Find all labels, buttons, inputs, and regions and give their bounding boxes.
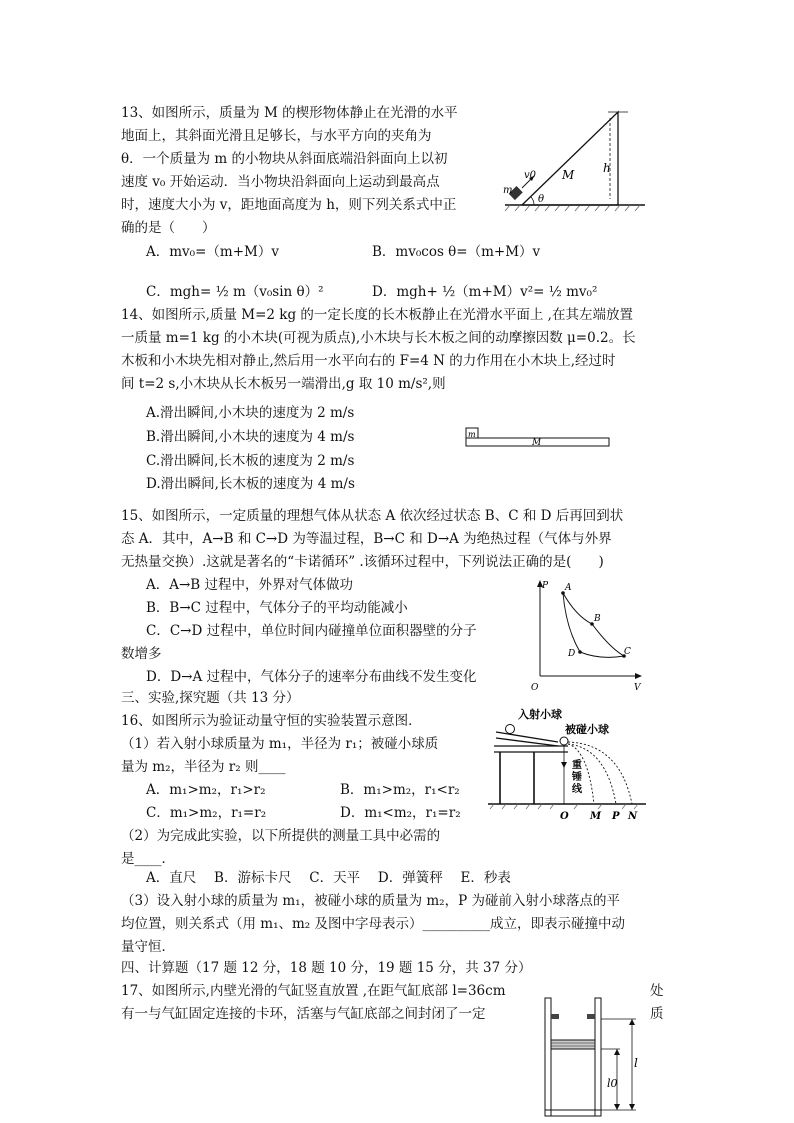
q16-stem: 16、如图所示为验证动量守恒的实验装置示意图． (121, 713, 422, 729)
q16-option-b: B．m₁>m₂，r₁<r₂ (340, 782, 460, 798)
q16-part3-line1: （3）设入射小球的质量为 m₁，被碰小球的质量为 m₂，P 为碰前入射小球落点的平 (121, 893, 620, 909)
point-P-label: P (612, 811, 620, 822)
q13-line-3: θ．一个质量为 m 的小物块从斜面底端沿斜面向上以初 (121, 151, 448, 167)
cylinder-figure (540, 994, 640, 1120)
q15-option-c: C．C→D 过程中，单位时间内碰撞单位面积器壁的分子 (146, 623, 477, 639)
plumb-label-3: 线 (572, 784, 582, 795)
board-figure (464, 424, 614, 450)
pv-origin-label: O (531, 683, 539, 693)
q16-part3-line3: 量守恒． (121, 939, 175, 955)
q16-option-c: C．m₁>m₂，r₁=r₂ (146, 805, 267, 821)
block-m-label: m (503, 185, 513, 196)
state-B-label: B (594, 614, 601, 624)
point-M-label: M (590, 811, 602, 822)
state-A-label: A (565, 583, 572, 593)
q14-line-2: 一质量 m=1 kg 的小木块(可视为质点),小木块与长木板之间的动摩擦因数 μ=0.2。长 (121, 330, 636, 346)
q16-part3-line2: 均位置，则关系式（用 m₁、m₂ 及图中字母表示）__________成立，即表示碰撞中动 (121, 916, 626, 932)
cylinder-l0-label: l0 (607, 1077, 618, 1090)
point-N-label: N (628, 811, 638, 822)
q15-line-2: 态 A．其中，A→B 和 C→D 为等温过程，B→C 和 D→A 为绝热过程（气体与外界 (121, 531, 612, 547)
point-O-label: O (560, 811, 569, 822)
q13-option-d: D．mgh+ ½（m+M）v²= ½ mv₀² (372, 284, 598, 300)
pv-v-axis-label: V (634, 683, 641, 693)
wedge-theta-label: θ (538, 194, 545, 205)
q17-line-2: 有一与气缸固定连接的卡环，活塞与气缸底部之间封闭了一定 (121, 1006, 486, 1022)
q14-option-d: D.滑出瞬间,长木板的速度为 4 m/s (146, 476, 355, 492)
plumb-label-1: 重 (572, 760, 582, 771)
plumb-label-2: 锤 (572, 772, 582, 783)
q13-line-4: 速度 v₀ 开始运动．当小物块沿斜面向上运动到最高点 (121, 174, 440, 190)
q14-option-b: B.滑出瞬间,小木块的速度为 4 m/s (146, 429, 355, 445)
state-D-label: D (568, 649, 576, 659)
q15-option-a: A．A→B 过程中，外界对气体做功 (146, 577, 354, 593)
wedge-M-label: M (562, 168, 575, 182)
q17-line-1-tail: 处 (650, 983, 664, 999)
q13-option-a: A．mv₀=（m+M）v (146, 244, 279, 260)
q16-part2-line1: （2）为完成此实验，以下所提供的测量工具中必需的 (121, 828, 441, 844)
pv-diagram (528, 576, 648, 694)
section-3-heading: 三、实验,探究题（共 13 分） (121, 690, 300, 706)
q14-line-4: 间 t=2 s,小木块从长木板另一端滑出,g 取 10 m/s²,则 (121, 376, 446, 392)
q14-option-a: A.滑出瞬间,小木块的速度为 2 m/s (146, 405, 355, 421)
q16-tool-options: A．直尺 B．游标卡尺 C．天平 D．弹簧秤 E．秒表 (146, 870, 511, 886)
q16-part1-line2: 量为 m₂，半径为 r₂ 则____ (121, 759, 286, 775)
state-C-label: C (624, 647, 631, 657)
q13-line-2: 地面上，其斜面光滑且足够长，与水平方向的夹角为 (121, 128, 432, 144)
q16-option-d: D．m₁<m₂，r₁=r₂ (340, 805, 461, 821)
q13-line-1: 13、如图所示，质量为 M 的楔形物体静止在光滑的水平 (121, 105, 458, 121)
q15-line-3: 无热量交换）.这就是著名的“卡诺循环” .该循环过程中，下列说法正确的是( ) (121, 554, 604, 570)
collision-apparatus-figure (488, 704, 648, 822)
q14-option-c: C.滑出瞬间,长木板的速度为 2 m/s (146, 453, 355, 469)
q15-line-1: 15、如图所示，一定质量的理想气体从状态 A 依次经过状态 B、C 和 D 后再回到状 (121, 508, 624, 524)
q16-part1-line1: （1）若入射小球质量为 m₁，半径为 r₁；被碰小球质 (121, 736, 439, 752)
target-ball-label: 被碰小球 (565, 723, 609, 736)
board-M-label: M (532, 438, 542, 448)
q15-option-b: B．B→C 过程中，气体分子的平均动能减小 (146, 600, 408, 616)
q15-option-c-cont: 数增多 (121, 646, 162, 662)
q14-line-1: 14、如图所示,质量 M=2 kg 的一定长度的长木板静止在光滑水平面上 ,在其左端放置 (121, 307, 633, 323)
wedge-v0-label: v0 (524, 170, 537, 181)
q14-line-3: 木板和小木块先相对静止,然后用一水平向右的 F=4 N 的力作用在小木块上,经过时 (121, 353, 616, 369)
incident-ball-label: 入射小球 (518, 708, 562, 721)
q17-line-1: 17、如图所示,内壁光滑的气缸竖直放置 ,在距气缸底部 l=36cm (121, 983, 506, 999)
q16-part2-line2: 是____． (121, 851, 175, 867)
pv-p-axis-label: P (542, 581, 549, 591)
cylinder-l-label: l (634, 1056, 638, 1070)
q13-line-6: 确的是（ ） (121, 220, 216, 236)
section-4-heading: 四、计算题（17 题 12 分，18 题 10 分，19 题 15 分，共 37 分） (121, 960, 532, 976)
q15-option-d: D．D→A 过程中，气体分子的速率分布曲线不发生变化 (146, 669, 477, 685)
q13-option-b: B．mv₀cos θ=（m+M）v (372, 244, 541, 260)
small-block-m-label: m (468, 430, 476, 439)
wedge-figure (500, 100, 650, 212)
q13-line-5: 时，速度大小为 v，距地面高度为 h，则下列关系式中正 (121, 197, 457, 213)
q13-option-c: C．mgh= ½ m（v₀sin θ）² (146, 284, 324, 300)
q17-line-2-tail: 质 (650, 1006, 664, 1022)
q16-option-a: A．m₁>m₂，r₁>r₂ (146, 782, 266, 798)
wedge-h-label: h (603, 161, 611, 175)
